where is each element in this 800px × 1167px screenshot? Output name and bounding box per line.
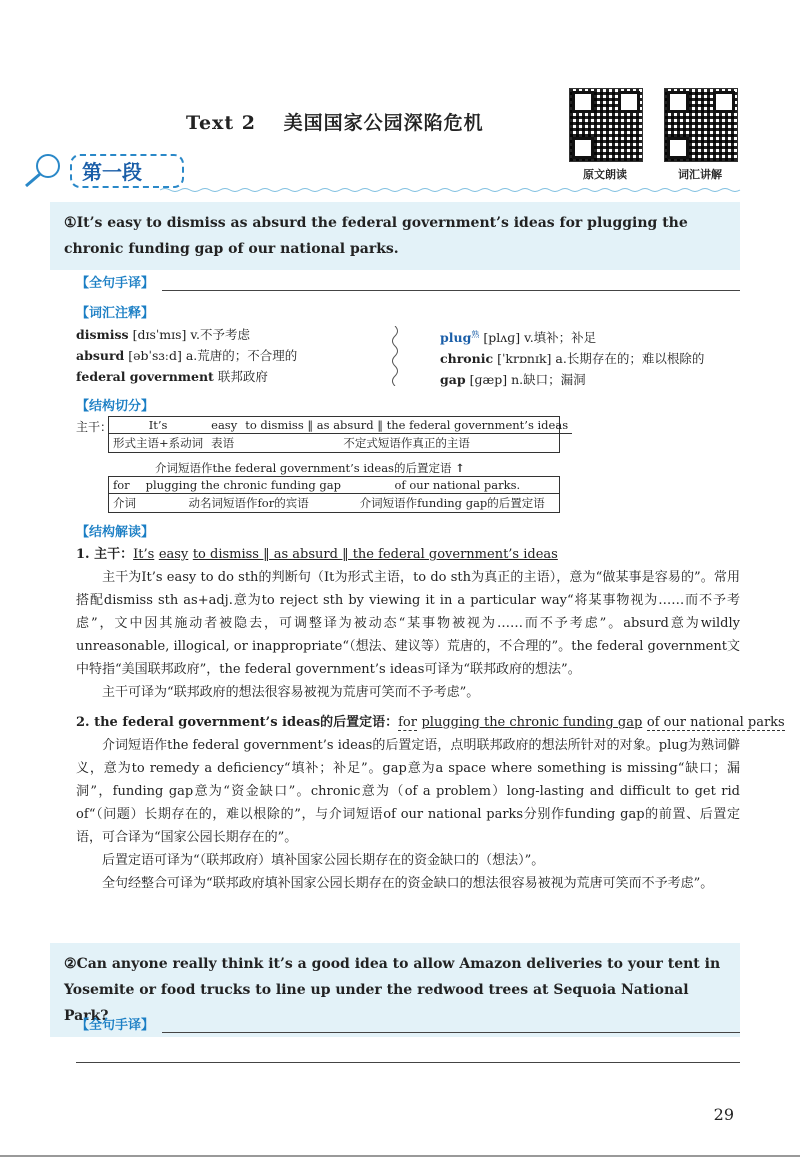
qr-code-vocab[interactable] xyxy=(664,88,738,162)
label-vocab: 【词汇注释】 xyxy=(76,306,155,321)
struct-note: 表语 xyxy=(211,436,235,450)
section-heading xyxy=(20,148,160,190)
text-title: 美国国家公园深陷危机 xyxy=(283,112,484,134)
qr-label-vocab: 词汇讲解 xyxy=(678,168,722,181)
label-translate-2: 【全句手译】 xyxy=(76,1018,155,1033)
text-number: Text 2 xyxy=(186,112,256,134)
vocab-left xyxy=(76,324,396,387)
sentence-2-text: Can anyone really think it’s a good idea to allow Amazon deliveries to your tent in Yosemite or food trucks to line up under the redwood trees at Sequoia National Park? xyxy=(64,956,721,1024)
sentence-1-text: It’s easy to dismiss as absurd the federal government’s ideas for plugging the chronic funding gap of our national parks. xyxy=(64,215,688,257)
vocab-item: absurd [əbˈsɜːd] a.荒唐的；不合理的 xyxy=(76,348,298,363)
wave-divider xyxy=(0,187,800,193)
structure-diagram-2 xyxy=(108,476,560,513)
struct-prep-phrase: of our national parks. xyxy=(356,477,559,494)
bottom-rule xyxy=(0,1155,800,1157)
squiggle-divider xyxy=(388,326,402,386)
vocab-item: gap [ɡæp] n.缺口；漏洞 xyxy=(440,372,586,388)
struct-note: 动名词短语作for的宾语 xyxy=(188,496,309,510)
analysis-1-body xyxy=(76,566,740,704)
struct-subject: It’s xyxy=(109,417,207,434)
page-number: 29 xyxy=(713,1105,734,1124)
analysis-1-p2: 主干可译为“联邦政府的想法很容易被视为荒唐可笑而不予考虑”。 xyxy=(102,685,480,700)
label-analysis: 【结构解读】 xyxy=(76,525,155,540)
answer-line[interactable] xyxy=(76,1062,740,1063)
struct-note: 形式主语+系动词 xyxy=(113,436,204,450)
vocab-item: federal government 联邦政府 xyxy=(76,369,268,384)
label-translate: 【全句手译】 xyxy=(76,276,155,291)
answer-line[interactable] xyxy=(162,1032,740,1033)
vocab-right xyxy=(440,324,740,390)
label-structure: 【结构切分】 xyxy=(76,399,155,414)
struct-note: 介词 xyxy=(113,496,136,510)
analysis-2-p1: 介词短语作the federal government’s ideas的后置定语，点明联邦政府的想法所针对的对象。plug为熟词僻义，意为to remedy a deficiency“填补；补足”。gap意为a space where something is missing“缺口；漏洞”，funding gap意为“资金缺口”。chronic意为（of a problem）long-lasting and difficult to get rid of“（问题）长期存在的，难以根除的”，与介词短语of our national parks分别作funding gap的前置、后置定语，可合译为“国家公园长期存在的”。 xyxy=(76,738,740,845)
qr-code-reading[interactable] xyxy=(569,88,643,162)
struct-prep: for xyxy=(109,477,142,494)
vocab-item: chronic [ˈkrɒnɪk] a.长期存在的；难以根除的 xyxy=(440,351,705,367)
qr-label-reading: 原文朗读 xyxy=(583,168,627,181)
answer-line[interactable] xyxy=(162,290,740,291)
struct-predicative: easy xyxy=(207,417,241,434)
analysis-2-p3: 全句经整合可译为“联邦政府填补国家公园长期存在的资金缺口的想法很容易被视为荒唐可笑而不予考虑”。 xyxy=(102,876,714,891)
struct-note: 介词短语作funding gap的后置定语 xyxy=(359,496,545,510)
struct-postmodifier-note: 介词短语作the federal government’s ideas的后置定语 ↑ xyxy=(155,461,465,475)
struct-infinitive: to dismiss ‖ as absurd ‖ the federal government’s ideas xyxy=(241,417,572,434)
section-title: 第一段 xyxy=(82,160,142,184)
analysis-2-p2: 后置定语可译为“（联邦政府）填补国家公园长期存在的资金缺口的（想法）”。 xyxy=(102,853,545,868)
structure-diagram xyxy=(108,416,569,453)
magnifier-icon xyxy=(20,148,68,190)
analysis-2-heading: 2. the federal government’s ideas的后置定语：for plugging the chronic funding gap of our national parks xyxy=(76,715,785,730)
struct-note: 不定式短语作真正的主语 xyxy=(343,436,470,450)
analysis-1-heading: 1. 主干：It’s easy to dismiss ‖ as absurd ‖ the federal government’s ideas xyxy=(76,547,558,562)
sentence-1-number: ① xyxy=(64,215,77,231)
vocab-item: dismiss [dɪsˈmɪs] v.不予考虑 xyxy=(76,327,250,342)
analysis-2-body xyxy=(76,734,740,895)
page-title xyxy=(186,108,484,135)
analysis-1-p1: 主干为It’s easy to do sth的判断句（It为形式主语，to do sth为真正的主语），意为“做某事是容易的”。常用搭配dismiss sth as+adj.意为to reject sth by viewing it in a particular way“将某事物视为……而不予考虑”，文中因其施动者被隐去，可调整译为被动态“某事物被视为……而不予考虑”。absurd意为wildly unreasonable, illogical, or inappropriate“（想法、建议等）荒唐的，不合理的”。the federal government文中特指“美国联邦政府”，the federal government’s ideas可译为“联邦政府的想法”。 xyxy=(76,570,740,677)
struct-gerund: plugging the chronic funding gap xyxy=(142,477,356,494)
structure-main-label: 主干： xyxy=(76,420,113,434)
sentence-1 xyxy=(50,202,740,270)
sentence-2-number: ② xyxy=(64,956,77,972)
vocab-item: plug$^熟$ [plʌɡ] v.填补；补足 xyxy=(440,330,597,346)
